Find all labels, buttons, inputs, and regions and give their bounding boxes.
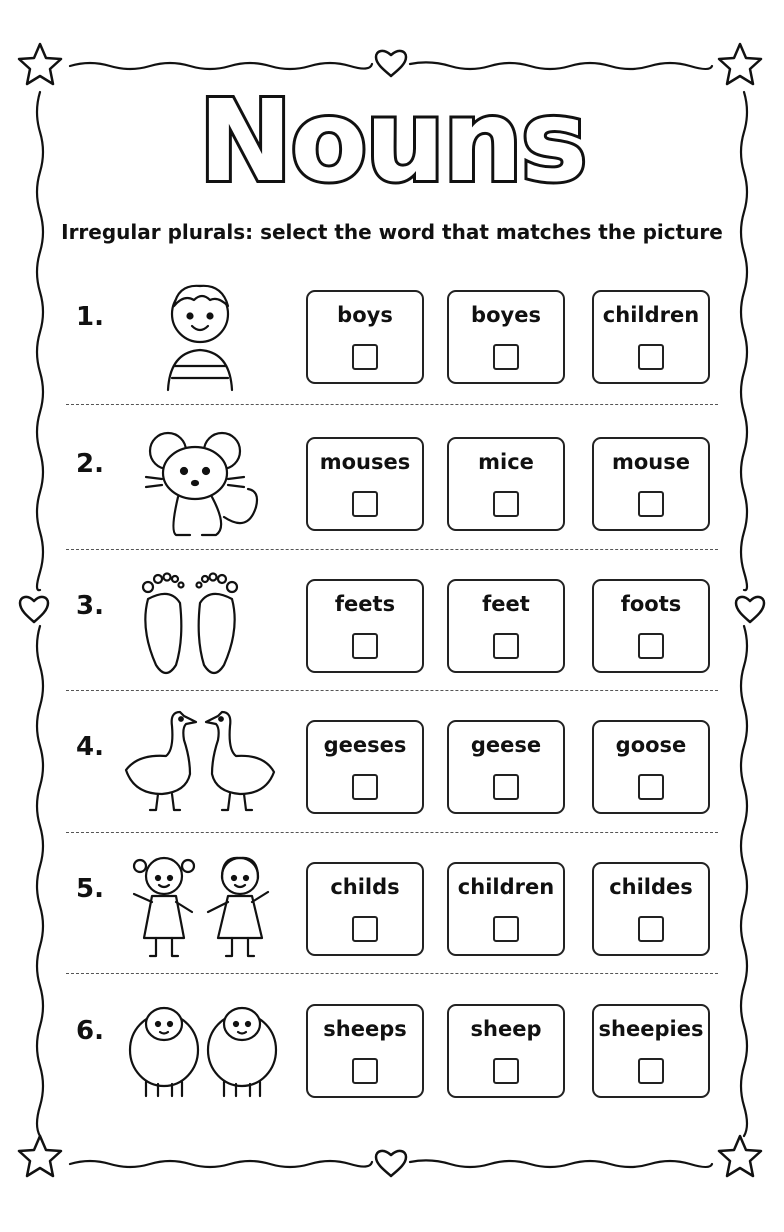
heart-icon (376, 1151, 406, 1176)
question-row (0, 862, 784, 962)
geese-picture (118, 710, 288, 828)
dashed-divider (66, 549, 718, 550)
answer-option[interactable]: goose (592, 720, 710, 814)
checkbox[interactable] (638, 916, 664, 942)
answer-option[interactable]: children (447, 862, 565, 956)
checkbox[interactable] (352, 344, 378, 370)
star-icon (719, 1136, 761, 1176)
answer-option[interactable]: children (592, 290, 710, 384)
answer-option[interactable]: childs (306, 862, 424, 956)
checkbox[interactable] (638, 633, 664, 659)
checkbox[interactable] (352, 1058, 378, 1084)
checkbox[interactable] (638, 1058, 664, 1084)
question-number: 3. (76, 591, 104, 621)
instructions: Irregular plurals: select the word that matches the picture (61, 220, 723, 244)
checkbox[interactable] (493, 344, 519, 370)
dashed-divider (66, 973, 718, 974)
page-title: Nouns (198, 77, 586, 207)
question-row (0, 437, 784, 537)
question-number: 4. (76, 732, 104, 762)
checkbox[interactable] (352, 774, 378, 800)
checkbox[interactable] (352, 916, 378, 942)
checkbox[interactable] (493, 1058, 519, 1084)
question-number: 2. (76, 449, 104, 479)
answer-option[interactable]: sheeps (306, 1004, 424, 1098)
question-number: 6. (76, 1016, 104, 1046)
question-row (0, 579, 784, 679)
checkbox[interactable] (493, 916, 519, 942)
question-number: 1. (76, 302, 104, 332)
answer-option[interactable]: geese (447, 720, 565, 814)
checkbox[interactable] (638, 344, 664, 370)
answer-option[interactable]: foots (592, 579, 710, 673)
answer-option[interactable]: sheep (447, 1004, 565, 1098)
answer-option[interactable]: mouses (306, 437, 424, 531)
dashed-divider (66, 832, 718, 833)
checkbox[interactable] (493, 491, 519, 517)
sheep-picture (118, 994, 288, 1112)
answer-option[interactable]: feets (306, 579, 424, 673)
answer-option[interactable]: feet (447, 579, 565, 673)
answer-option[interactable]: geeses (306, 720, 424, 814)
star-icon (19, 1136, 61, 1176)
feet-picture (118, 569, 288, 687)
question-row (0, 1004, 784, 1104)
answer-option[interactable]: boyes (447, 290, 565, 384)
question-number: 5. (76, 874, 104, 904)
question-row (0, 720, 784, 820)
checkbox[interactable] (638, 774, 664, 800)
answer-option[interactable]: childes (592, 862, 710, 956)
checkbox[interactable] (352, 633, 378, 659)
checkbox[interactable] (493, 774, 519, 800)
boy-picture (118, 280, 288, 398)
question-row (0, 290, 784, 390)
mouse-picture (118, 427, 288, 545)
dashed-divider (66, 404, 718, 405)
answer-option[interactable]: boys (306, 290, 424, 384)
checkbox[interactable] (493, 633, 519, 659)
dashed-divider (66, 690, 718, 691)
children-picture (118, 852, 288, 970)
answer-option[interactable]: sheepies (592, 1004, 710, 1098)
checkbox[interactable] (638, 491, 664, 517)
answer-option[interactable]: mouse (592, 437, 710, 531)
checkbox[interactable] (352, 491, 378, 517)
answer-option[interactable]: mice (447, 437, 565, 531)
